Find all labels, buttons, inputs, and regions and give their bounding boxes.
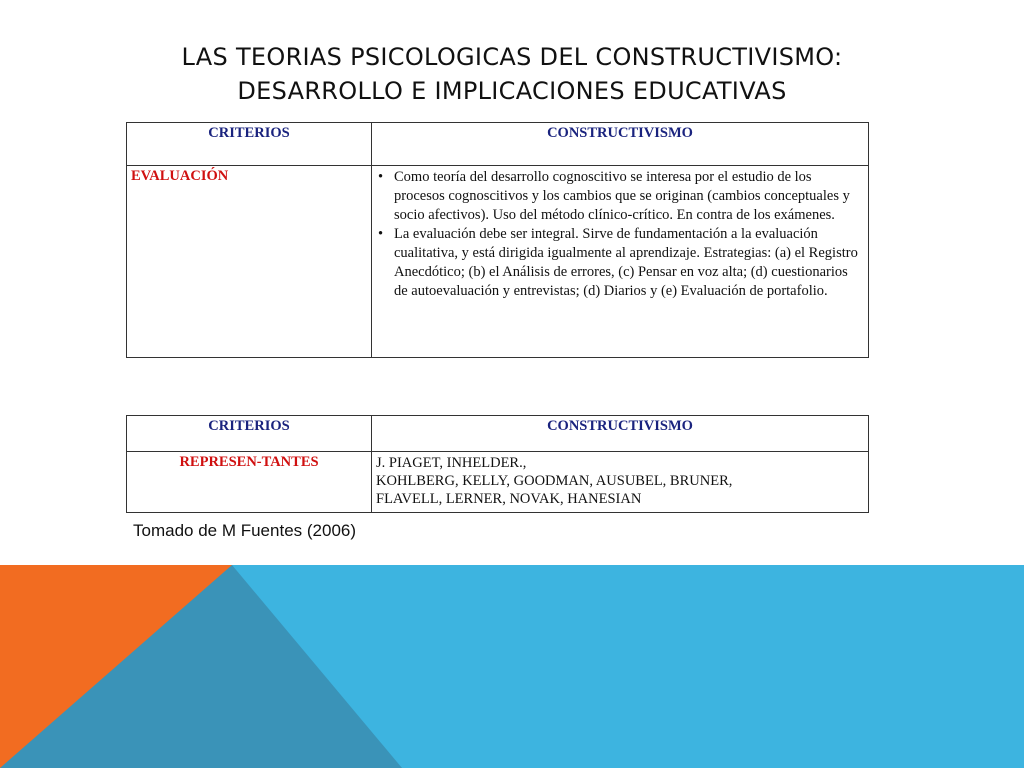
bullet-list xyxy=(376,168,864,301)
evaluacion-content xyxy=(372,166,869,358)
table-header-row xyxy=(127,416,869,452)
representantes-line-1: J. PIAGET, INHELDER., xyxy=(376,455,527,471)
representantes-line-3: FLAVELL, LERNER, NOVAK, HANESIAN xyxy=(376,491,642,507)
header-constructivismo: CONSTRUCTIVISMO xyxy=(372,123,869,166)
criterio-representantes xyxy=(127,452,372,513)
header-criterios: CRITERIOS xyxy=(127,123,372,166)
decorative-footer-shapes xyxy=(0,565,1024,768)
source-citation: Tomado de M Fuentes (2006) xyxy=(133,521,357,540)
table-header-row xyxy=(127,123,869,166)
bullet-item-1: • Como teoría del desarrollo cognoscitivo se interesa por el estudio de los procesos cognoscitivos y los cambios que se originan (cambios conceptuales y socio afectivos). Uso del método clínico-crítico. En contra de los exámenes. xyxy=(394,168,864,225)
slide-title xyxy=(120,40,904,108)
table-row xyxy=(127,452,869,513)
representantes-content xyxy=(372,452,869,513)
representantes-table xyxy=(126,415,869,513)
title-line-1: LAS TEORIAS PSICOLOGICAS DEL CONSTRUCTIVISMO: xyxy=(181,43,843,71)
table-row xyxy=(127,166,869,358)
representantes-line-2: KOHLBERG, KELLY, GOODMAN, AUSUBEL, BRUNER, xyxy=(376,473,733,489)
evaluation-table xyxy=(126,122,869,358)
title-line-2: DESARROLLO E IMPLICACIONES EDUCATIVAS xyxy=(237,77,787,105)
header-constructivismo: CONSTRUCTIVISMO xyxy=(372,416,869,452)
criterio-representantes-label: REPRESEN-TANTES xyxy=(179,454,319,470)
criterio-evaluacion: EVALUACIÓN xyxy=(127,166,372,358)
header-criterios: CRITERIOS xyxy=(127,416,372,452)
bullet-item-2: • La evaluación debe ser integral. Sirve de fundamentación a la evaluación cualitativa, y está dirigida igualmente al aprendizaje. Estrategias: (a) el Registro Anecdótico; (b) el Análisis de errores, (c) Pensar en voz alta; (d) cuestionarios de autoevaluación y entrevistas; (d) Diarios y (e) Evaluación de portafolio. xyxy=(394,225,864,301)
